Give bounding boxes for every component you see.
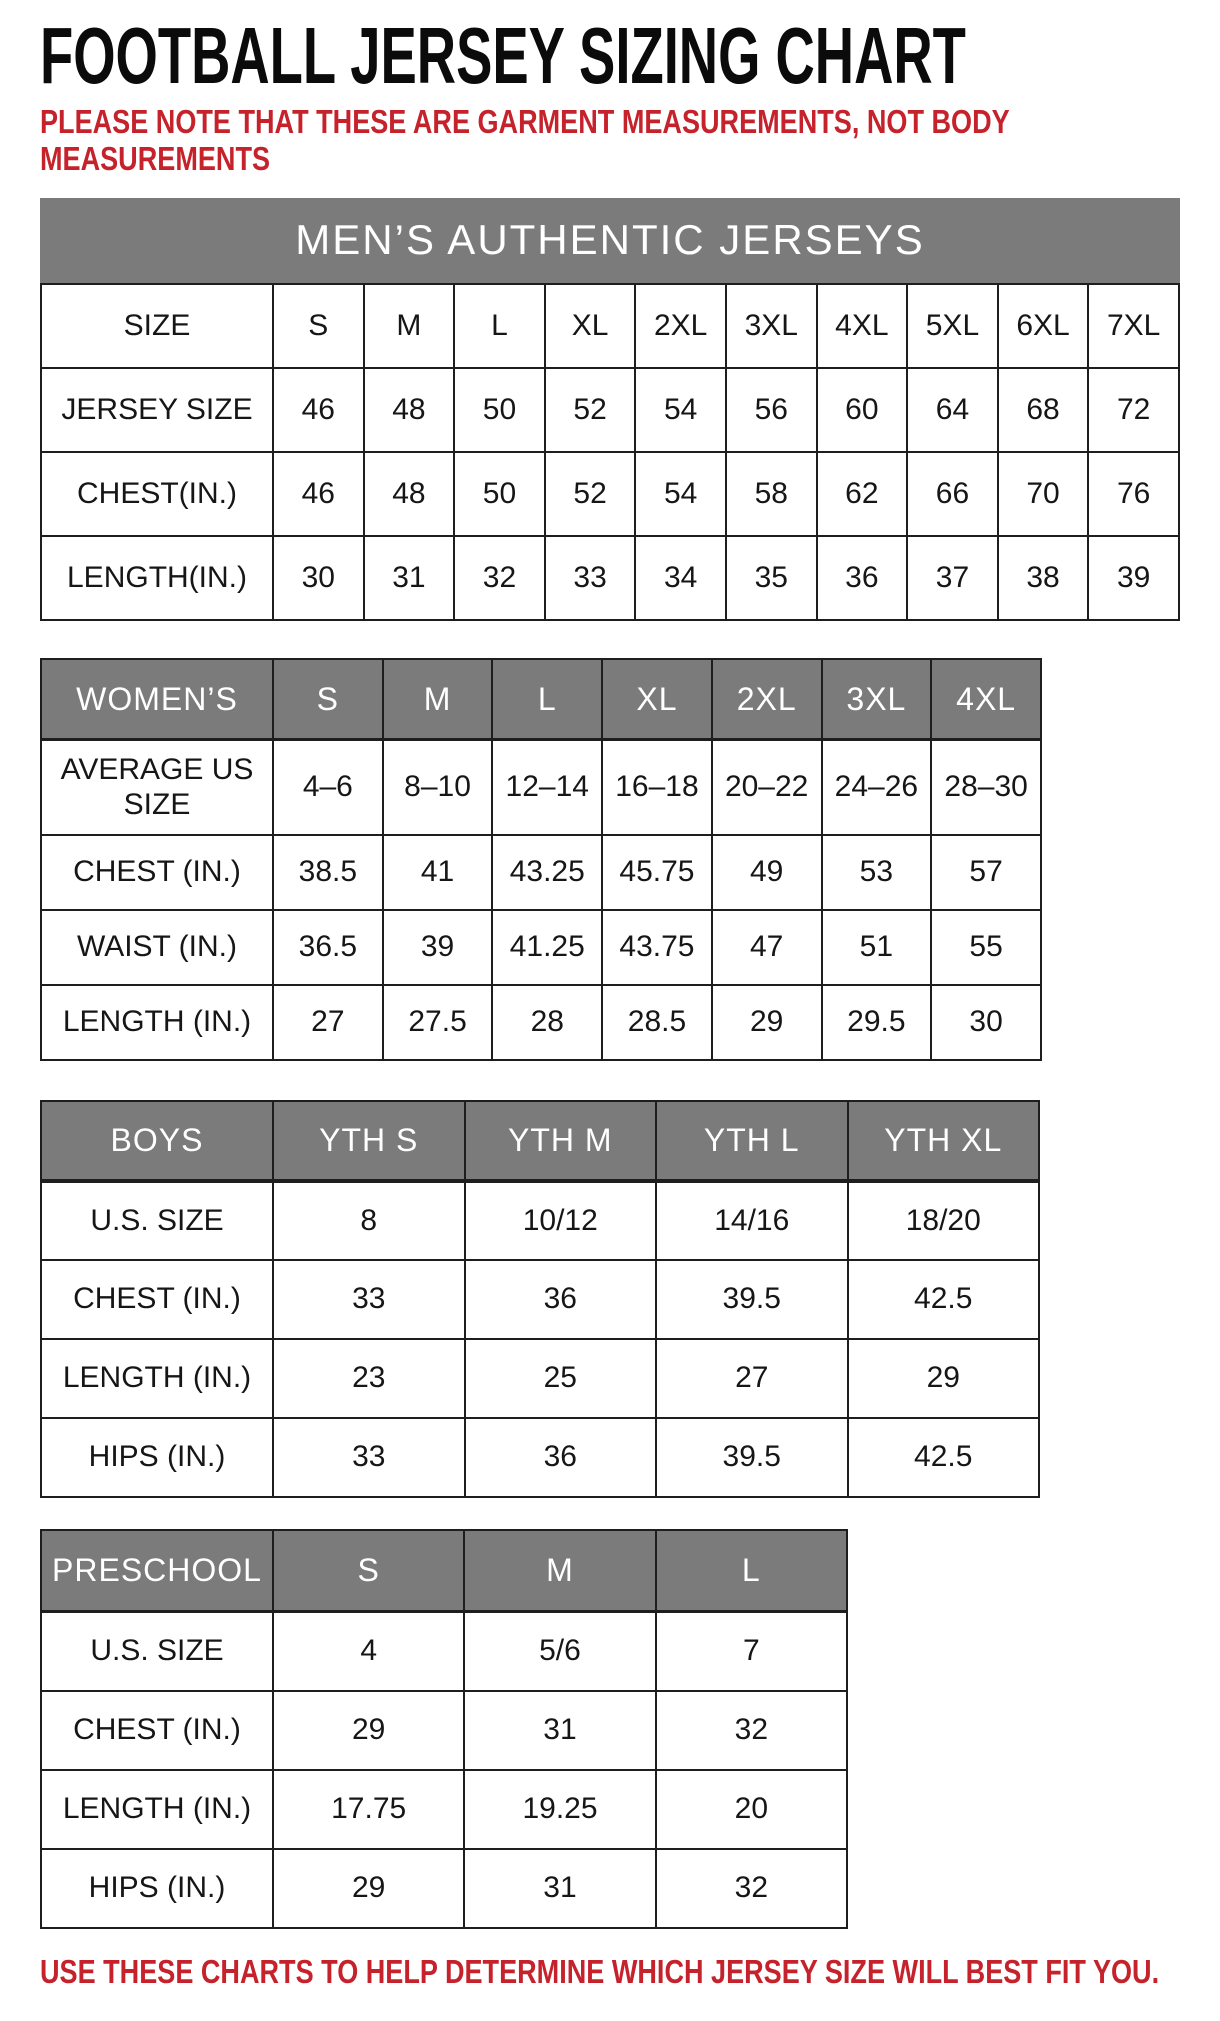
size-cell: L xyxy=(656,1530,847,1612)
value-cell: 45.75 xyxy=(602,835,712,910)
value-cell: 32 xyxy=(454,536,545,620)
mens-size-row xyxy=(41,284,1179,368)
note-line-2: MEASUREMENTS xyxy=(40,139,271,177)
value-cell: 58 xyxy=(726,452,817,536)
value-cell: 48 xyxy=(364,452,455,536)
boys-chest-row xyxy=(41,1260,1039,1339)
value-cell: 62 xyxy=(817,452,908,536)
row-label: CHEST (IN.) xyxy=(41,1691,273,1770)
value-cell: 29 xyxy=(273,1691,464,1770)
value-cell: 54 xyxy=(635,452,726,536)
value-cell: 23 xyxy=(273,1339,465,1418)
womens-us-size-row xyxy=(41,740,1041,835)
womens-chest-row xyxy=(41,835,1041,910)
value-cell: 47 xyxy=(712,910,822,985)
value-cell: 46 xyxy=(273,452,364,536)
mens-sizing-table xyxy=(40,283,1180,621)
value-cell: 33 xyxy=(273,1418,465,1497)
value-cell: 28 xyxy=(492,985,602,1060)
size-cell: 2XL xyxy=(712,659,822,740)
value-cell: 52 xyxy=(545,452,636,536)
table-title-cell: PRESCHOOL xyxy=(41,1530,273,1612)
note-line-1: PLEASE NOTE THAT THESE ARE GARMENT MEASUREMENTS, NOT BODY xyxy=(40,103,1010,140)
row-label: WAIST (IN.) xyxy=(41,910,273,985)
value-cell: 31 xyxy=(464,1691,655,1770)
size-cell: 3XL xyxy=(726,284,817,368)
size-cell: 4XL xyxy=(931,659,1041,740)
value-cell: 17.75 xyxy=(273,1770,464,1849)
value-cell: 30 xyxy=(273,536,364,620)
value-cell: 39 xyxy=(1088,536,1179,620)
preschool-length-row xyxy=(41,1770,847,1849)
size-cell: XL xyxy=(545,284,636,368)
value-cell: 38 xyxy=(998,536,1089,620)
row-label: LENGTH (IN.) xyxy=(41,1339,273,1418)
row-label: HIPS (IN.) xyxy=(41,1418,273,1497)
value-cell: 54 xyxy=(635,368,726,452)
size-cell: M xyxy=(383,659,493,740)
size-cell: 4XL xyxy=(817,284,908,368)
size-cell: YTH M xyxy=(465,1101,657,1181)
value-cell: 36 xyxy=(465,1260,657,1339)
value-cell: 49 xyxy=(712,835,822,910)
preschool-header-row xyxy=(41,1530,847,1612)
size-cell: L xyxy=(454,284,545,368)
size-cell: YTH XL xyxy=(848,1101,1040,1181)
value-cell: 43.25 xyxy=(492,835,602,910)
value-cell: 24–26 xyxy=(822,740,932,835)
value-cell: 41 xyxy=(383,835,493,910)
size-cell: 5XL xyxy=(907,284,998,368)
value-cell: 50 xyxy=(454,368,545,452)
size-cell: YTH L xyxy=(656,1101,848,1181)
value-cell: 18/20 xyxy=(848,1181,1040,1260)
value-cell: 42.5 xyxy=(848,1260,1040,1339)
preschool-chest-row xyxy=(41,1691,847,1770)
row-label: LENGTH(IN.) xyxy=(41,536,273,620)
value-cell: 34 xyxy=(635,536,726,620)
row-label: CHEST(IN.) xyxy=(41,452,273,536)
row-label: CHEST (IN.) xyxy=(41,835,273,910)
value-cell: 4–6 xyxy=(273,740,383,835)
row-label: CHEST (IN.) xyxy=(41,1260,273,1339)
row-label: SIZE xyxy=(41,284,273,368)
value-cell: 12–14 xyxy=(492,740,602,835)
value-cell: 36.5 xyxy=(273,910,383,985)
value-cell: 20–22 xyxy=(712,740,822,835)
row-label: U.S. SIZE xyxy=(41,1612,273,1691)
table-title-cell: BOYS xyxy=(41,1101,273,1181)
value-cell: 55 xyxy=(931,910,1041,985)
value-cell: 19.25 xyxy=(464,1770,655,1849)
value-cell: 29.5 xyxy=(822,985,932,1060)
value-cell: 29 xyxy=(848,1339,1040,1418)
size-cell: M xyxy=(364,284,455,368)
value-cell: 39.5 xyxy=(656,1260,848,1339)
value-cell: 27 xyxy=(656,1339,848,1418)
value-cell: 32 xyxy=(656,1691,847,1770)
value-cell: 57 xyxy=(931,835,1041,910)
size-cell: S xyxy=(273,1530,464,1612)
value-cell: 72 xyxy=(1088,368,1179,452)
value-cell: 68 xyxy=(998,368,1089,452)
value-cell: 31 xyxy=(364,536,455,620)
preschool-us-size-row xyxy=(41,1612,847,1691)
value-cell: 5/6 xyxy=(464,1612,655,1691)
value-cell: 76 xyxy=(1088,452,1179,536)
fit-advice-footer: USE THESE CHARTS TO HELP DETERMINE WHICH JERSEY SIZE WILL BEST FIT YOU. xyxy=(40,1952,1160,1990)
value-cell: 27.5 xyxy=(383,985,493,1060)
value-cell: 66 xyxy=(907,452,998,536)
value-cell: 28–30 xyxy=(931,740,1041,835)
value-cell: 48 xyxy=(364,368,455,452)
size-cell: 3XL xyxy=(822,659,932,740)
value-cell: 32 xyxy=(656,1849,847,1928)
boys-length-row xyxy=(41,1339,1039,1418)
value-cell: 36 xyxy=(465,1418,657,1497)
value-cell: 39.5 xyxy=(656,1418,848,1497)
value-cell: 28.5 xyxy=(602,985,712,1060)
value-cell: 16–18 xyxy=(602,740,712,835)
value-cell: 37 xyxy=(907,536,998,620)
value-cell: 33 xyxy=(273,1260,465,1339)
value-cell: 52 xyxy=(545,368,636,452)
boys-hips-row xyxy=(41,1418,1039,1497)
table-title-cell: WOMEN’S xyxy=(41,659,273,740)
size-cell: 7XL xyxy=(1088,284,1179,368)
size-cell: S xyxy=(273,284,364,368)
value-cell: 4 xyxy=(273,1612,464,1691)
row-label: JERSEY SIZE xyxy=(41,368,273,452)
boys-header-row xyxy=(41,1101,1039,1181)
value-cell: 43.75 xyxy=(602,910,712,985)
row-label: LENGTH (IN.) xyxy=(41,1770,273,1849)
value-cell: 29 xyxy=(273,1849,464,1928)
row-label: HIPS (IN.) xyxy=(41,1849,273,1928)
size-cell: L xyxy=(492,659,602,740)
row-label: AVERAGE US SIZE xyxy=(41,740,273,835)
value-cell: 64 xyxy=(907,368,998,452)
value-cell: 56 xyxy=(726,368,817,452)
value-cell: 35 xyxy=(726,536,817,620)
value-cell: 39 xyxy=(383,910,493,985)
value-cell: 7 xyxy=(656,1612,847,1691)
preschool-sizing-table xyxy=(40,1529,848,1929)
value-cell: 10/12 xyxy=(465,1181,657,1260)
mens-length-row xyxy=(41,536,1179,620)
row-label: LENGTH (IN.) xyxy=(41,985,273,1060)
womens-sizing-table xyxy=(40,658,1042,1061)
value-cell: 20 xyxy=(656,1770,847,1849)
size-cell: 6XL xyxy=(998,284,1089,368)
size-cell: XL xyxy=(602,659,712,740)
value-cell: 30 xyxy=(931,985,1041,1060)
womens-waist-row xyxy=(41,910,1041,985)
value-cell: 70 xyxy=(998,452,1089,536)
value-cell: 36 xyxy=(817,536,908,620)
womens-length-row xyxy=(41,985,1041,1060)
garment-measurements-note xyxy=(40,103,1010,178)
value-cell: 60 xyxy=(817,368,908,452)
mens-chest-row xyxy=(41,452,1179,536)
preschool-hips-row xyxy=(41,1849,847,1928)
value-cell: 33 xyxy=(545,536,636,620)
value-cell: 46 xyxy=(273,368,364,452)
value-cell: 8–10 xyxy=(383,740,493,835)
value-cell: 42.5 xyxy=(848,1418,1040,1497)
value-cell: 50 xyxy=(454,452,545,536)
size-cell: YTH S xyxy=(273,1101,465,1181)
mens-jersey-size-row xyxy=(41,368,1179,452)
value-cell: 29 xyxy=(712,985,822,1060)
value-cell: 14/16 xyxy=(656,1181,848,1260)
size-cell: M xyxy=(464,1530,655,1612)
value-cell: 8 xyxy=(273,1181,465,1260)
size-cell: S xyxy=(273,659,383,740)
value-cell: 25 xyxy=(465,1339,657,1418)
womens-header-row xyxy=(41,659,1041,740)
value-cell: 27 xyxy=(273,985,383,1060)
value-cell: 41.25 xyxy=(492,910,602,985)
row-label: U.S. SIZE xyxy=(41,1181,273,1260)
value-cell: 31 xyxy=(464,1849,655,1928)
mens-table-title: MEN’S AUTHENTIC JERSEYS xyxy=(40,198,1180,283)
size-cell: 2XL xyxy=(635,284,726,368)
value-cell: 53 xyxy=(822,835,932,910)
value-cell: 38.5 xyxy=(273,835,383,910)
value-cell: 51 xyxy=(822,910,932,985)
boys-us-size-row xyxy=(41,1181,1039,1260)
boys-sizing-table xyxy=(40,1100,1040,1498)
page-title: FOOTBALL JERSEY SIZING CHART xyxy=(40,11,966,100)
